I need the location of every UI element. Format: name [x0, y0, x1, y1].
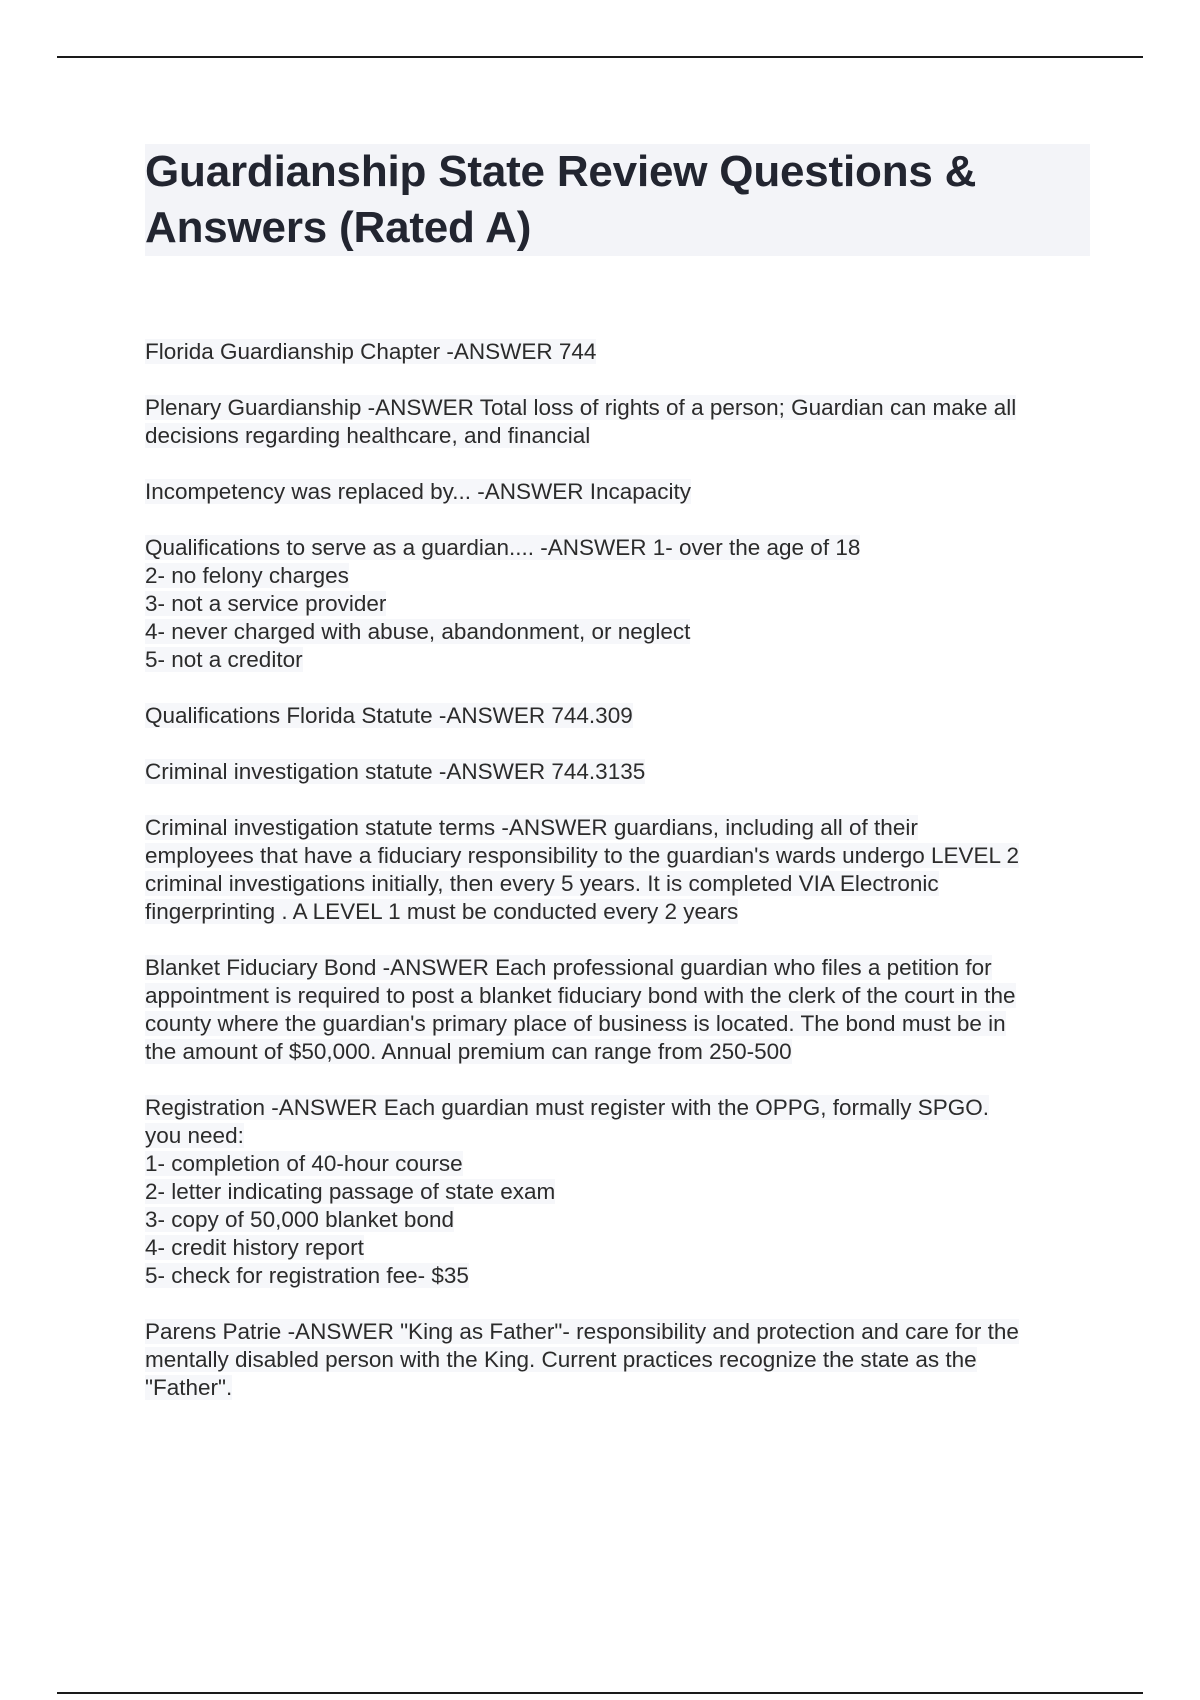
- qa-line-text: 4- credit history report: [145, 1235, 364, 1260]
- qa-line: [145, 422, 1090, 450]
- qa-line-text: 4- never charged with abuse, abandonment, or neglect: [145, 619, 691, 644]
- qa-line: [145, 562, 1090, 590]
- qa-entry: [145, 1094, 1090, 1290]
- qa-line: [145, 1122, 1090, 1150]
- qa-line-text: county where the guardian's primary place of business is located. The bond must be in: [145, 1011, 1006, 1036]
- qa-entry: [145, 534, 1090, 674]
- qa-line-text: Criminal investigation statute terms -ANSWER guardians, including all of their: [145, 815, 918, 840]
- qa-line-text: "Father".: [145, 1375, 233, 1400]
- qa-line-text: the amount of $50,000. Annual premium can range from 250-500: [145, 1039, 792, 1064]
- document-title: Guardianship State Review Questions & Answers (Rated A): [145, 147, 977, 252]
- qa-line-text: Qualifications to serve as a guardian.... -ANSWER 1- over the age of 18: [145, 535, 861, 560]
- qa-line: [145, 590, 1090, 618]
- qa-line-text: 5- check for registration fee- $35: [145, 1263, 469, 1288]
- qa-line: [145, 1150, 1090, 1178]
- qa-line-text: decisions regarding healthcare, and financial: [145, 423, 591, 448]
- qa-entry: [145, 394, 1090, 450]
- qa-line-text: 3- not a service provider: [145, 591, 387, 616]
- qa-line-text: mentally disabled person with the King. Current practices recognize the state as the: [145, 1347, 977, 1372]
- qa-line-text: Florida Guardianship Chapter -ANSWER 744: [145, 339, 597, 364]
- qa-line-text: Incompetency was replaced by... -ANSWER Incapacity: [145, 479, 692, 504]
- qa-line: [145, 1374, 1090, 1402]
- qa-line-text: 1- completion of 40-hour course: [145, 1151, 463, 1176]
- title-block: [145, 144, 1090, 256]
- qa-line-text: appointment is required to post a blanket fiduciary bond with the clerk of the court in the: [145, 983, 1016, 1008]
- qa-line: [145, 1178, 1090, 1206]
- qa-line: [145, 478, 1090, 506]
- qa-line: [145, 1094, 1090, 1122]
- top-rule: [57, 56, 1143, 58]
- qa-entry: [145, 702, 1090, 730]
- qa-line: [145, 814, 1090, 842]
- qa-line-text: you need:: [145, 1123, 244, 1148]
- qa-line: [145, 954, 1090, 982]
- qa-line: [145, 1038, 1090, 1066]
- qa-line: [145, 646, 1090, 674]
- qa-line: [145, 1346, 1090, 1374]
- qa-line: [145, 1206, 1090, 1234]
- qa-line-text: Criminal investigation statute -ANSWER 744.3135: [145, 759, 646, 784]
- qa-line-text: criminal investigations initially, then every 5 years. It is completed VIA Electronic: [145, 871, 939, 896]
- qa-line: [145, 618, 1090, 646]
- qa-line-text: Parens Patrie -ANSWER "King as Father"- responsibility and protection and care for the: [145, 1319, 1019, 1344]
- qa-line: [145, 758, 1090, 786]
- qa-line: [145, 1010, 1090, 1038]
- qa-entry: [145, 814, 1090, 926]
- qa-line: [145, 394, 1090, 422]
- qa-line-text: 3- copy of 50,000 blanket bond: [145, 1207, 454, 1232]
- qa-entry: [145, 758, 1090, 786]
- qa-line-text: 2- no felony charges: [145, 563, 349, 588]
- qa-line: [145, 982, 1090, 1010]
- qa-line: [145, 338, 1090, 366]
- qa-entry: [145, 1318, 1090, 1402]
- document-page: [145, 144, 1090, 1430]
- qa-line: [145, 534, 1090, 562]
- qa-line: [145, 870, 1090, 898]
- qa-line: [145, 1318, 1090, 1346]
- qa-list: [145, 338, 1090, 1402]
- qa-line: [145, 1234, 1090, 1262]
- qa-entry: [145, 478, 1090, 506]
- qa-line-text: 2- letter indicating passage of state exam: [145, 1179, 556, 1204]
- qa-line-text: 5- not a creditor: [145, 647, 303, 672]
- qa-line-text: Blanket Fiduciary Bond -ANSWER Each professional guardian who files a petition for: [145, 955, 992, 980]
- bottom-rule: [57, 1692, 1143, 1694]
- qa-line-text: employees that have a fiduciary responsibility to the guardian's wards undergo LEVEL 2: [145, 843, 1019, 868]
- qa-line: [145, 842, 1090, 870]
- qa-line: [145, 1262, 1090, 1290]
- qa-line-text: Qualifications Florida Statute -ANSWER 744.309: [145, 703, 633, 728]
- qa-line-text: Plenary Guardianship -ANSWER Total loss of rights of a person; Guardian can make all: [145, 395, 1017, 420]
- qa-line: [145, 702, 1090, 730]
- qa-entry: [145, 954, 1090, 1066]
- qa-line-text: fingerprinting . A LEVEL 1 must be conducted every 2 years: [145, 899, 739, 924]
- qa-line: [145, 898, 1090, 926]
- qa-entry: [145, 338, 1090, 366]
- qa-line-text: Registration -ANSWER Each guardian must register with the OPPG, formally SPGO.: [145, 1095, 990, 1120]
